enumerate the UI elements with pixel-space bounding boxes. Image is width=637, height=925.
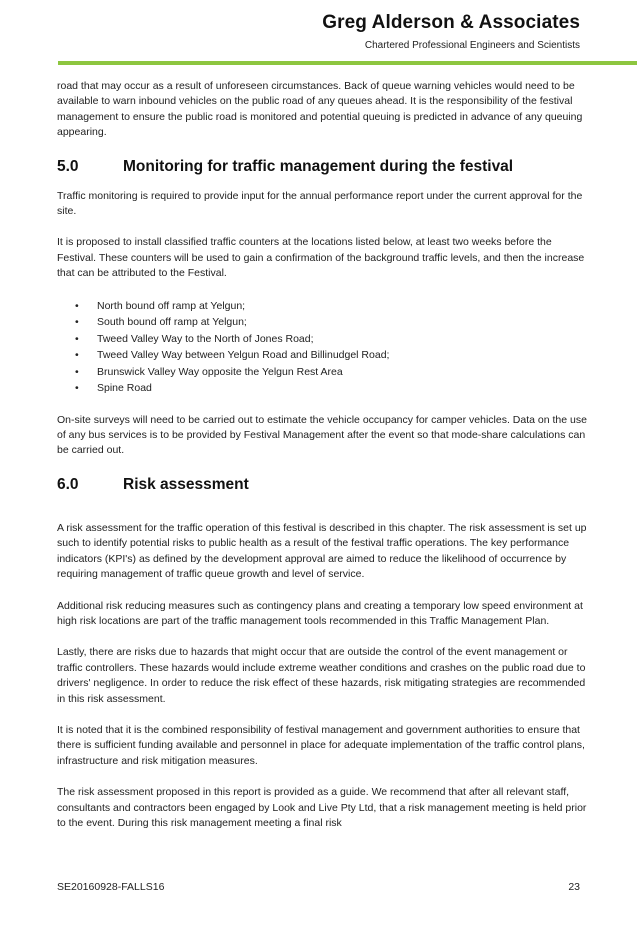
section-6-paragraph-5: The risk assessment proposed in this report is provided as a guide. We recommend that after all relevant staff, consultants and contractors been engaged by Look and Live Pty Ltd, that a risk management meeting is held prior to the event. During this risk management meeting a final risk <box>57 786 587 829</box>
list-item-text: Spine Road <box>97 382 152 395</box>
list-item-text: Tweed Valley Way to the North of Jones Road; <box>97 332 314 345</box>
list-item-text: Tweed Valley Way between Yelgun Road and Billinudgel Road; <box>97 349 390 362</box>
bullet-icon: • <box>75 316 79 329</box>
list-item-text: North bound off ramp at Yelgun; <box>97 299 246 312</box>
section-6-paragraph-4: It is noted that it is the combined responsibility of festival management and government authorities to ensure that there is sufficient funding available and personnel in place for adequate implementation of the traffic control plans, infrastructure and risk mitigation measures. <box>57 723 585 767</box>
section-6-number: 6.0 <box>57 475 79 493</box>
list-item-text: Brunswick Valley Way opposite the Yelgun Rest Area <box>97 365 343 378</box>
list-item <box>57 314 589 331</box>
bullet-icon: • <box>75 332 79 345</box>
section-6-paragraph-1: A risk assessment for the traffic operation of this festival is described in this chapter. The risk assessment is set up such to identify potential risks to public health as a result of the festival traffic operations. The key performance indicators (KPI's) as defined by the development approval are aimed to reduce the likelihood of occurrence by requiring management of traffic queue growth and level of service. <box>57 521 587 581</box>
section-5-heading <box>57 157 589 177</box>
company-name: Greg Alderson & Associates <box>322 12 580 33</box>
company-tagline: Chartered Professional Engineers and Scientists <box>364 40 580 51</box>
bullet-icon: • <box>75 299 79 312</box>
counter-locations-list <box>57 298 589 397</box>
section-5-title: Monitoring for traffic management during the festival <box>123 157 514 175</box>
header-rule <box>58 61 637 65</box>
list-item <box>57 364 589 381</box>
bullet-icon: • <box>75 349 79 362</box>
document-reference: SE20160928-FALLS16 <box>57 881 165 893</box>
page-number: 23 <box>568 881 580 893</box>
section-6-title: Risk assessment <box>123 475 249 493</box>
section-6-paragraph-3: Lastly, there are risks due to hazards that might occur that are outside the control of the event management or traffic controllers. These hazards would include extreme weather conditions and crashes on the public road due to drivers' negligence. In order to reduce the risk effect of these hazards, risk mitigating strategies are recommended in this risk assessment. <box>57 646 586 705</box>
section-6-paragraph-2: Additional risk reducing measures such as contingency plans and creating a temporary low speed environment at high risk locations are part of the traffic management tools recommended in this Traffic Management Plan. <box>57 599 583 627</box>
section-5-closing-paragraph: On-site surveys will need to be carried out to estimate the vehicle occupancy for camper vehicles. Data on the use of any bus services is to be provided by Festival Management after the event so that mode-share calculations can be carried out. <box>57 413 587 457</box>
bullet-icon: • <box>75 382 79 395</box>
list-item <box>57 380 589 397</box>
page-header <box>0 0 637 70</box>
section-5-number: 5.0 <box>57 157 79 175</box>
list-item-text: South bound off ramp at Yelgun; <box>97 316 247 329</box>
section-6-heading <box>57 475 589 495</box>
intro-paragraph: road that may occur as a result of unforeseen circumstances. Back of queue warning vehicles would need to be available to warn inbound vehicles on the public road of any queues ahead. It is the responsibility of the festival management to ensure the public road is monitored and potential queuing is predicted in advance of any queuing appearing. <box>57 80 583 139</box>
bullet-icon: • <box>75 365 79 378</box>
section-5-paragraph-1: Traffic monitoring is required to provide input for the annual performance report under the current approval for the site. <box>57 189 583 218</box>
section-5-paragraph-2: It is proposed to install classified traffic counters at the locations listed below, at least two weeks before the Festival. These counters will be used to gain a confirmation of the background traffic levels, and then the increase that can be attributed to the Festival. <box>57 236 585 280</box>
list-item <box>57 331 589 348</box>
list-item <box>57 298 589 315</box>
page-content <box>57 79 589 847</box>
list-item <box>57 347 589 364</box>
